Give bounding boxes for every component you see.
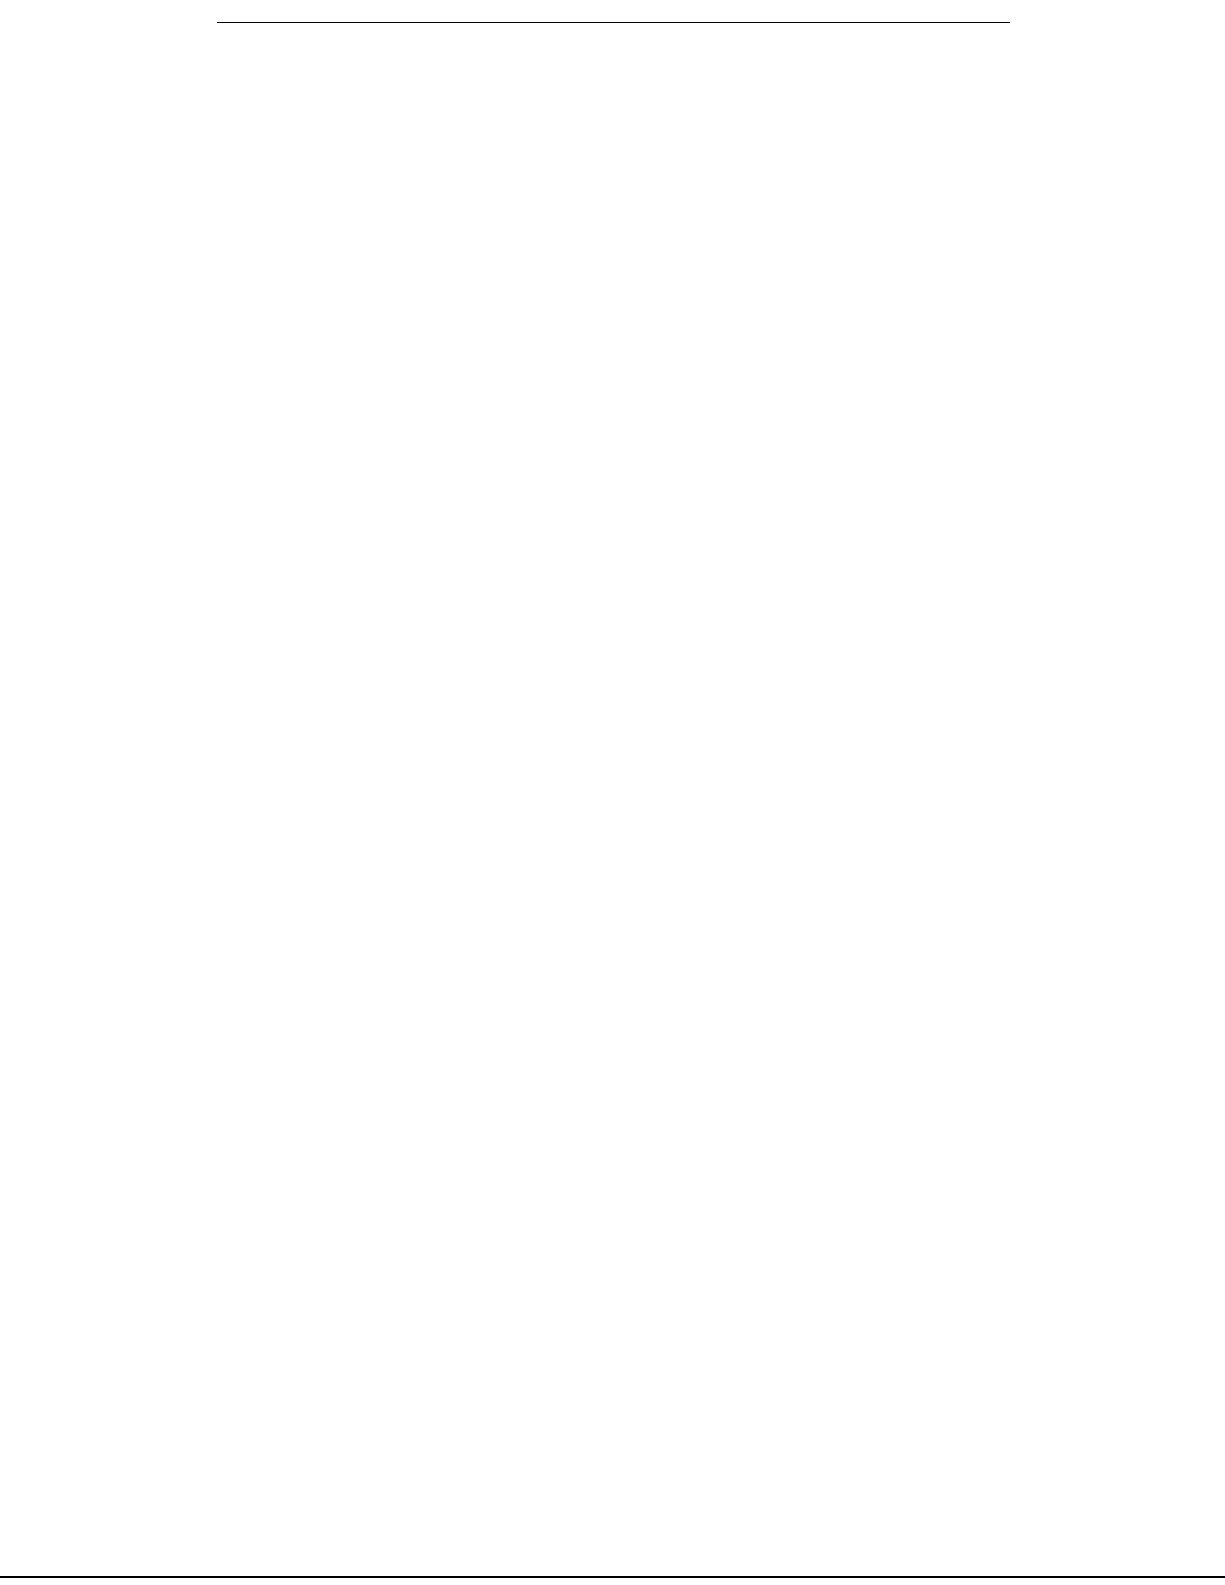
page-header: [217, 20, 1010, 23]
document-page: [217, 20, 1010, 23]
page-bottom-divider: [0, 1576, 1225, 1578]
